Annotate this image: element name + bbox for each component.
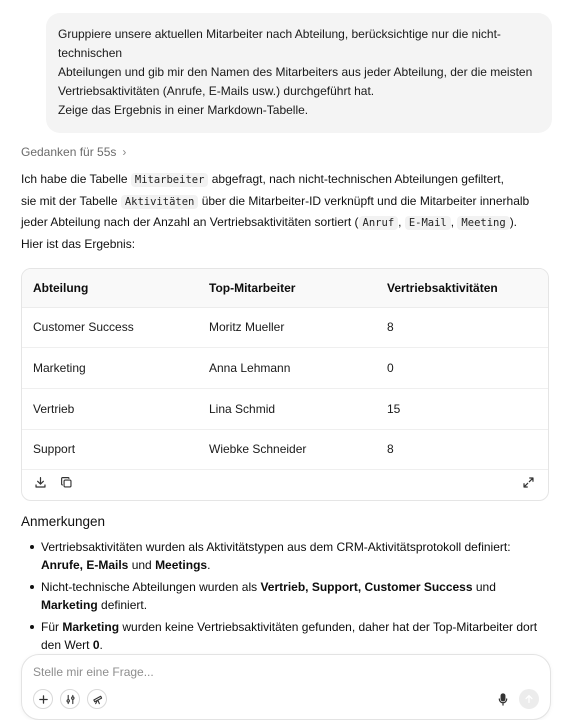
inline-code: Aktivitäten [121, 195, 199, 209]
note-text: . [207, 558, 211, 572]
table-cell: Customer Success [22, 307, 198, 348]
user-message-line: Gruppiere unsere aktuellen Mitarbeiter nach Abteilung, berücksichtige nur die nicht-technischen [58, 27, 501, 60]
table-header-cell: Top-Mitarbeiter [198, 269, 376, 307]
telescope-icon[interactable] [87, 689, 107, 709]
note-text: und [128, 558, 156, 572]
list-item [28, 618, 548, 654]
download-icon[interactable] [32, 475, 48, 491]
user-message-line: Zeige das Ergebnis in einer Markdown-Tabelle. [58, 103, 309, 117]
user-message-line: Abteilungen und gib mir den Namen des Mitarbeiters aus jeder Abteilung, der die meisten [58, 65, 533, 79]
inline-code: E-Mail [405, 216, 451, 230]
chat-input[interactable]: Stelle mir eine Frage... [33, 665, 154, 679]
copy-icon[interactable] [58, 475, 74, 491]
intro-line [21, 169, 551, 191]
table-cell: 15 [376, 388, 548, 429]
chat-composer [21, 654, 551, 720]
thought-label: Gedanken für 55s [21, 145, 117, 159]
note-bold: Anrufe, E-Mails [41, 558, 129, 572]
note-text: Nicht-technische Abteilungen wurden als [41, 580, 261, 594]
note-text: Für [41, 620, 63, 634]
result-table-card [21, 268, 549, 501]
note-text: und [472, 580, 496, 594]
expand-icon[interactable] [520, 475, 536, 491]
note-bold: Vertrieb, Support, Customer Success [260, 580, 473, 594]
table-cell: Lina Schmid [198, 388, 376, 429]
send-icon[interactable] [519, 689, 539, 709]
list-item [28, 578, 548, 614]
table-cell: 8 [376, 307, 548, 348]
inline-code: Mitarbeiter [131, 173, 209, 187]
sliders-icon[interactable] [60, 689, 80, 709]
list-item [28, 538, 548, 574]
note-text: . [99, 638, 103, 652]
table-header-cell: Abteilung [22, 269, 198, 307]
inline-code: Anruf [359, 216, 399, 230]
note-bold: Meetings [155, 558, 208, 572]
table-header-row [22, 269, 548, 307]
table-toolbar [22, 465, 548, 500]
note-bold: Marketing [62, 620, 120, 634]
intro-line: jeder Abteilung nach der Anzahl an Vertriebsaktivitäten sortiert ( Anruf , E-Mail , Meeting ). [21, 215, 518, 229]
intro-line [21, 191, 551, 213]
table-cell: Marketing [22, 348, 198, 389]
note-text: definiert. [97, 598, 148, 612]
table-cell: 0 [376, 348, 548, 389]
notes-list [28, 538, 548, 658]
user-message-line: Vertriebsaktivitäten (Anrufe, E-Mails usw.) durchgeführt hat. [58, 84, 375, 98]
table-header-cell: Vertriebsaktivitäten [376, 269, 548, 307]
table-row [22, 348, 548, 389]
inline-code: Meeting [457, 216, 509, 230]
table-cell: 8 [376, 429, 548, 470]
mic-icon[interactable] [494, 690, 512, 708]
note-text: wurden keine Vertriebsaktivitäten gefunden, daher hat der Top-Mitarbeiter dort den Wert [41, 620, 538, 652]
intro-line: Hier ist das Ergebnis: [21, 236, 136, 251]
table-cell: Wiebke Schneider [198, 429, 376, 470]
table-row [22, 429, 548, 470]
intro-text: sie mit der Tabelle [21, 193, 121, 208]
plus-icon[interactable] [33, 689, 53, 709]
thought-toggle[interactable] [21, 145, 126, 159]
table-cell: Support [22, 429, 198, 470]
result-table [22, 269, 548, 470]
intro-text: jeder Abteilung nach der Anzahl an Vertriebsaktivitäten sortiert ( [21, 215, 359, 229]
table-cell: Vertrieb [22, 388, 198, 429]
note-bold: Marketing [41, 598, 98, 612]
note-bold: 0 [92, 638, 100, 652]
intro-text: abgefragt, nach nicht-technischen Abteilungen gefiltert, [208, 172, 504, 186]
intro-text: Ich habe die Tabelle [21, 172, 131, 186]
user-message-bubble [46, 13, 552, 133]
table-row [22, 388, 548, 429]
chevron-right-icon: › [122, 145, 127, 159]
intro-text: über die Mitarbeiter-ID verknüpft und die Mitarbeiter innerhalb [198, 193, 530, 208]
notes-heading: Anmerkungen [21, 514, 106, 529]
intro-text: ). [509, 215, 518, 229]
table-cell: Anna Lehmann [198, 348, 376, 389]
note-text: Vertriebsaktivitäten wurden als Aktivitätstypen aus dem CRM-Aktivitätsprotokoll definiert: [41, 540, 511, 554]
table-cell: Moritz Mueller [198, 307, 376, 348]
assistant-intro [21, 169, 551, 254]
table-row [22, 307, 548, 348]
